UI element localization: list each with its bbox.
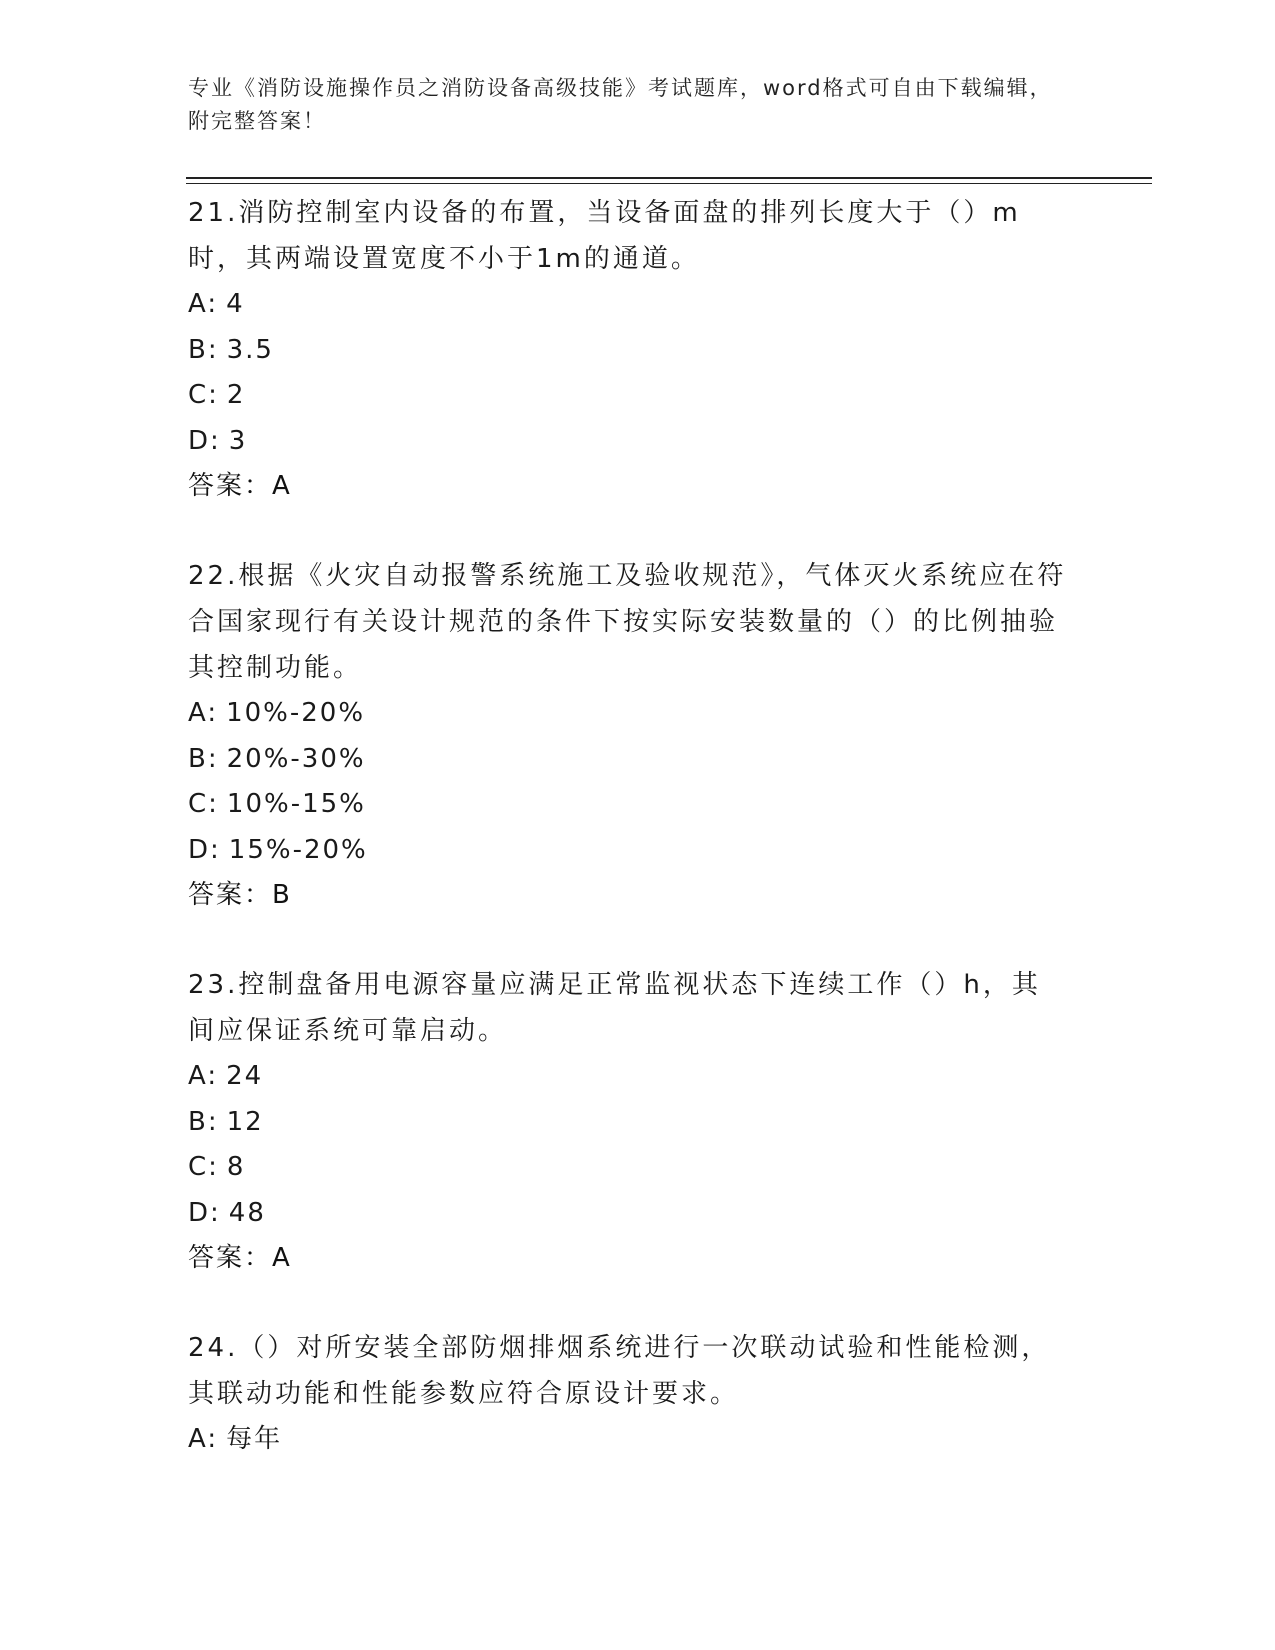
option-text: 8: [226, 1152, 246, 1182]
option-text: 每年: [226, 1424, 283, 1454]
option-text: 3: [228, 425, 248, 456]
option-b: [188, 328, 1088, 374]
option-letter: A:: [188, 289, 219, 319]
question-stem: 22.根据《火灾自动报警系统施工及验收规范》，气体灭火系统应在符合国家现行有关设计规范的条件下按实际安装数量的（）的比例抽验其控制功能。: [188, 561, 1067, 683]
option-c: [188, 373, 1088, 419]
option-d: [188, 419, 1088, 465]
option-text: 15%-20%: [228, 834, 368, 865]
option-b: [188, 1100, 1088, 1146]
option-text: 4: [226, 289, 245, 319]
question-21: [188, 190, 1088, 509]
option-letter: A:: [188, 1061, 219, 1091]
header-divider-thin: [186, 183, 1152, 184]
option-a: [188, 1417, 1088, 1463]
option-c: [188, 1145, 1088, 1191]
option-letter: A:: [188, 698, 219, 728]
option-d: [188, 1191, 1088, 1237]
document-header: 专业《消防设施操作员之消防设备高级技能》考试题库，word格式可自由下载编辑，附完整答案！: [188, 76, 1053, 133]
question-23: [188, 962, 1088, 1281]
answer-line: 答案：B: [188, 880, 292, 910]
option-letter: C:: [188, 789, 219, 819]
option-text: 20%-30%: [226, 743, 366, 774]
option-letter: C:: [188, 1152, 219, 1182]
option-letter: C:: [188, 380, 219, 410]
answer-line: 答案：A: [188, 471, 292, 501]
option-a: [188, 691, 1088, 737]
question-24: [188, 1325, 1088, 1463]
option-text: 3.5: [226, 334, 274, 365]
option-a: [188, 282, 1088, 328]
option-letter: D:: [188, 1197, 221, 1228]
option-letter: D:: [188, 425, 221, 456]
option-text: 24: [226, 1061, 264, 1091]
option-b: [188, 737, 1088, 783]
option-letter: B:: [188, 743, 219, 774]
option-letter: D:: [188, 834, 221, 865]
header-divider-thick: [186, 177, 1152, 179]
option-letter: B:: [188, 334, 219, 365]
option-letter: A:: [188, 1424, 219, 1454]
question-list: [188, 190, 1088, 1507]
option-a: [188, 1054, 1088, 1100]
question-stem: 24.（）对所安装全部防烟排烟系统进行一次联动试验和性能检测，其联动功能和性能参数应符合原设计要求。: [188, 1333, 1051, 1409]
option-text: 48: [228, 1197, 266, 1228]
option-c: [188, 782, 1088, 828]
option-text: 2: [226, 380, 246, 410]
option-text: 12: [226, 1106, 264, 1137]
answer-line: 答案：A: [188, 1243, 292, 1273]
question-22: [188, 553, 1088, 918]
option-text: 10%-15%: [226, 789, 366, 819]
question-stem: 21.消防控制室内设备的布置，当设备面盘的排列长度大于（）m时，其两端设置宽度不小于1m的通道。: [188, 198, 1021, 274]
option-text: 10%-20%: [226, 698, 366, 728]
question-stem: 23.控制盘备用电源容量应满足正常监视状态下连续工作（）h，其间应保证系统可靠启动。: [188, 970, 1041, 1046]
option-d: [188, 828, 1088, 874]
option-letter: B:: [188, 1106, 219, 1137]
